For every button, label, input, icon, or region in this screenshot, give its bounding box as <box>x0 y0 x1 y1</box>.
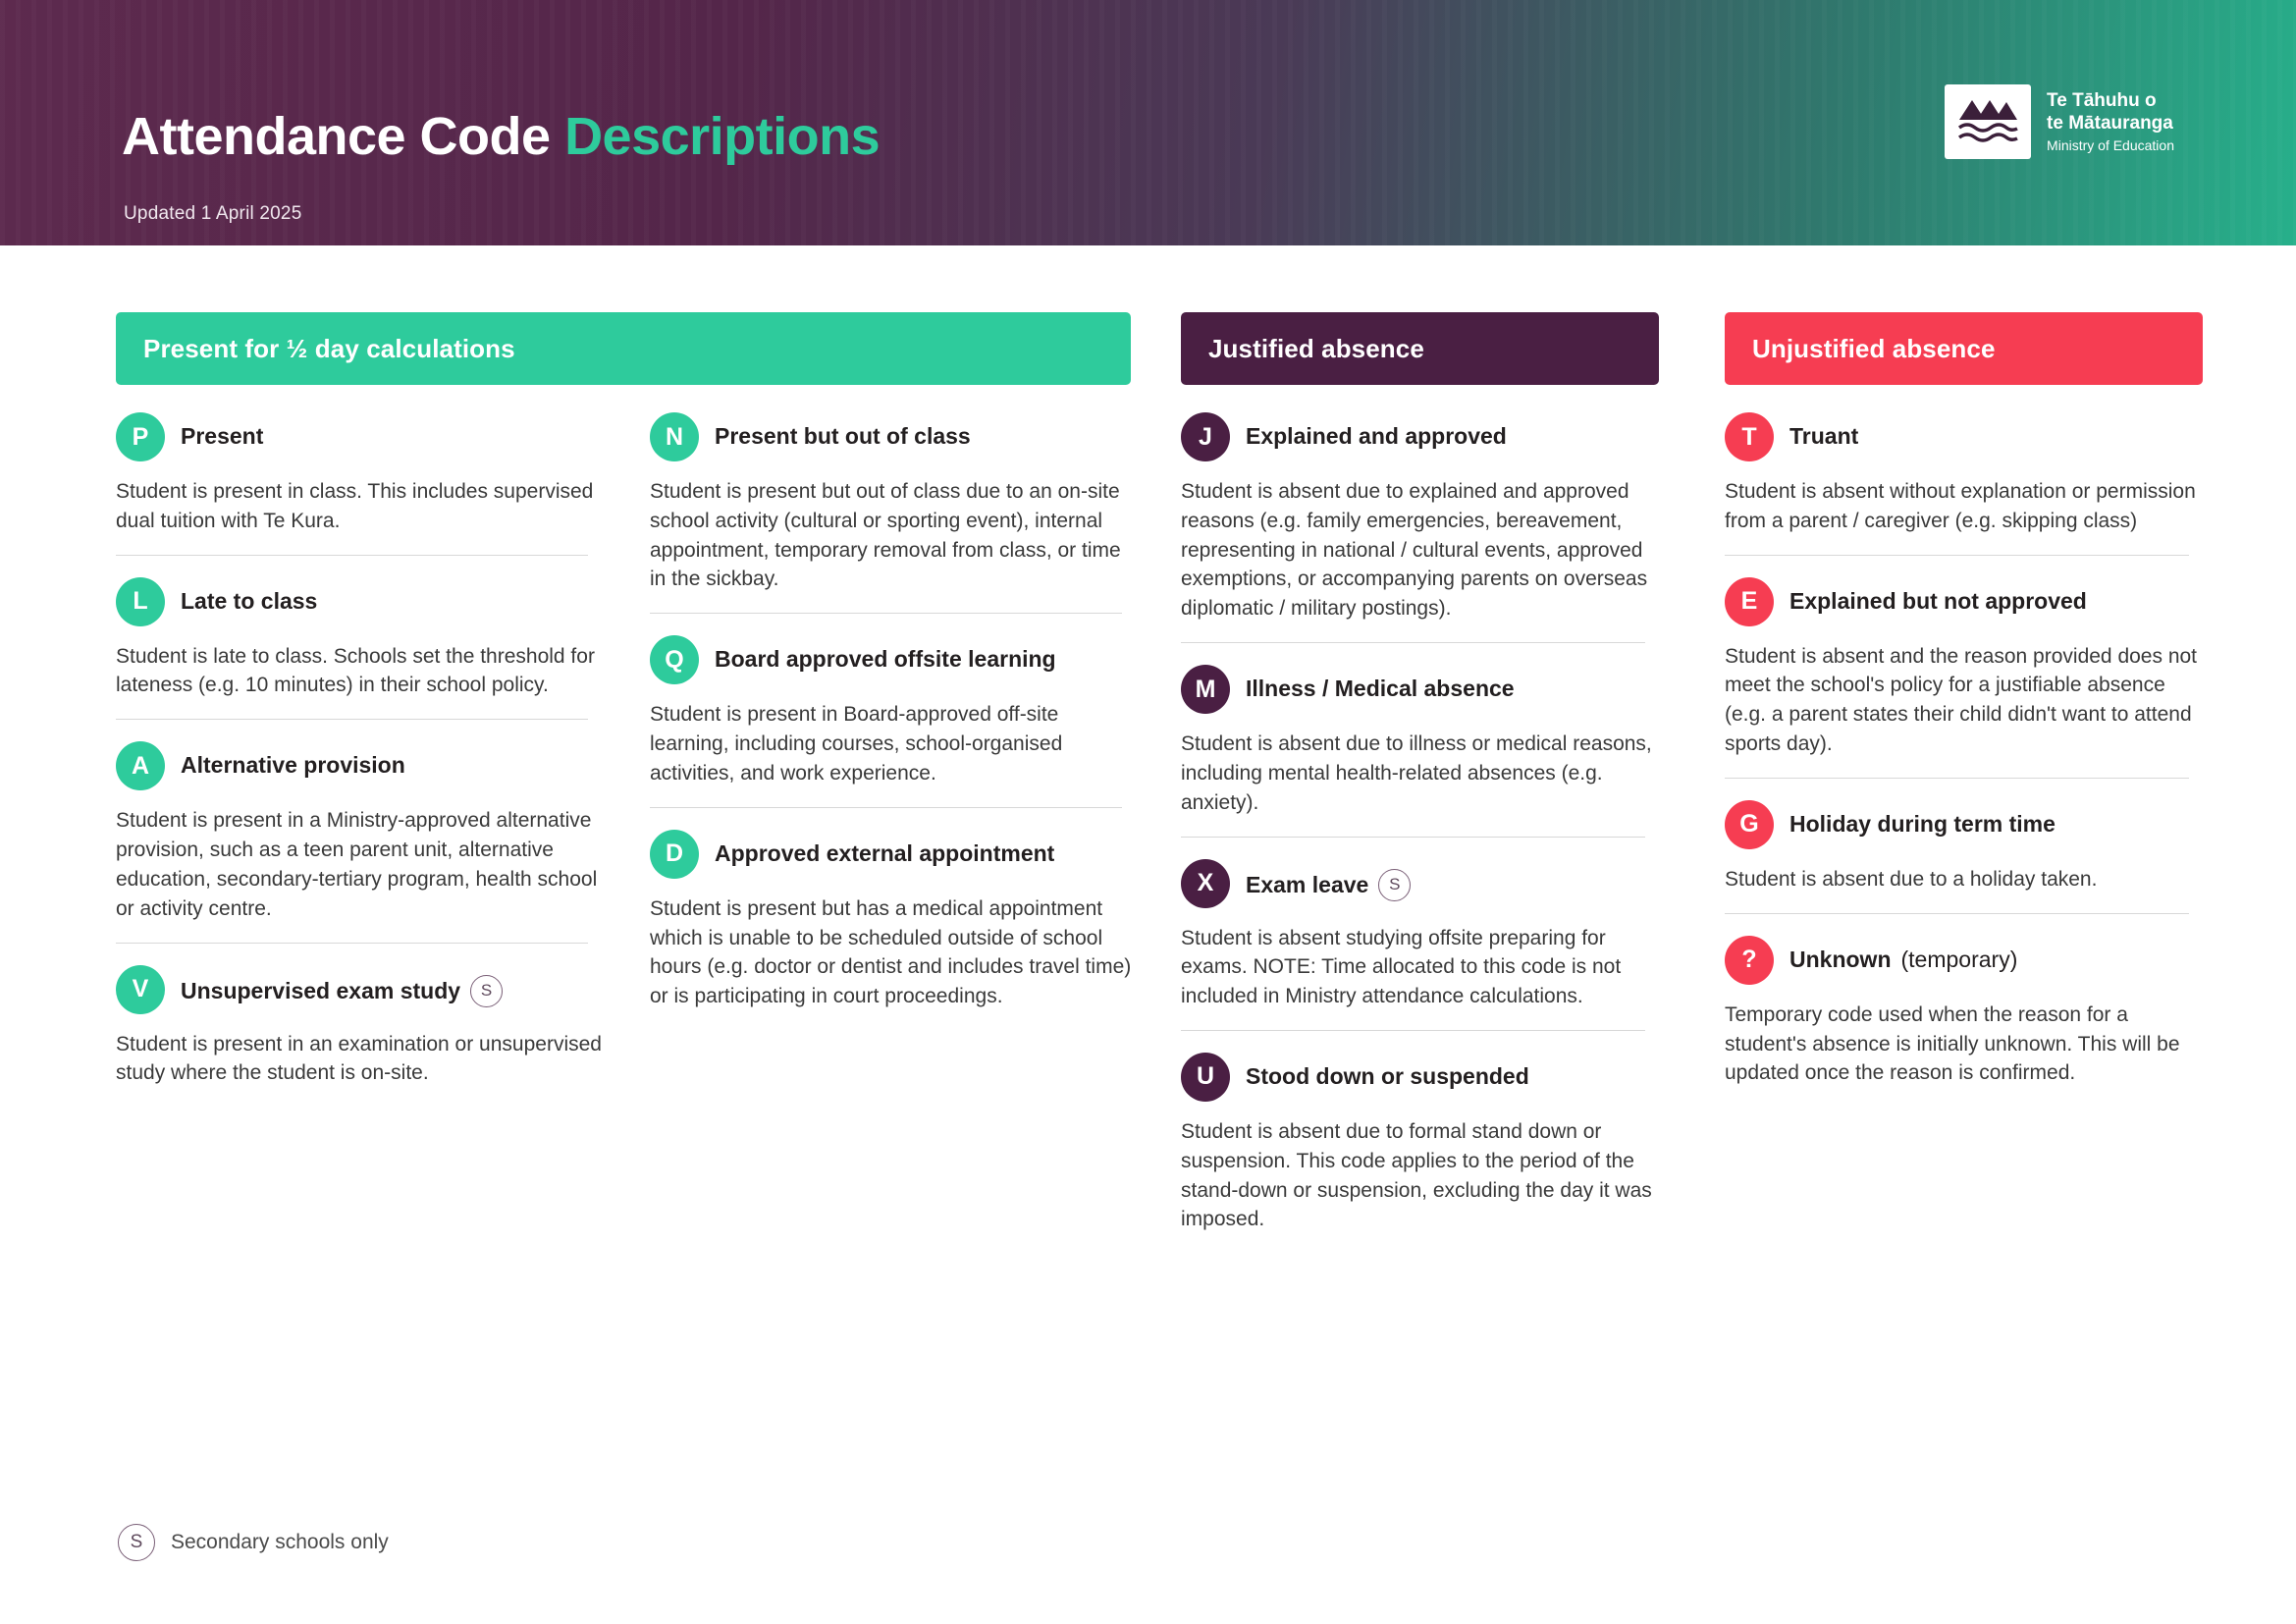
entry-description: Student is absent without explanation or permission from a parent / caregiver (e.g. skipping class) <box>1725 480 2196 532</box>
entry-title-text: Explained but not approved <box>1789 587 2087 614</box>
entry-description: Temporary code used when the reason for a student's absence is initially unknown. This will be updated once the reason is confirmed. <box>1725 1002 2180 1085</box>
secondary-only-icon: S <box>118 1524 155 1561</box>
attendance-code-entry <box>1181 412 1659 643</box>
entry-title <box>181 965 503 1007</box>
column-present-1 <box>116 412 602 1129</box>
entry-description: Student is present in class. This includes supervised dual tuition with Te Kura. <box>116 480 594 532</box>
entry-title <box>1789 800 2056 838</box>
entry-description: Student is present but out of class due to an on-site school activity (cultural or sporting event), internal appointment, temporary removal from class, or time in the sickbay. <box>650 480 1121 591</box>
page-title <box>122 106 880 167</box>
entry-title <box>181 577 317 615</box>
entry-title-text: Alternative provision <box>181 752 405 779</box>
entry-header <box>116 965 602 1014</box>
entry-description: Student is present in a Ministry-approved alternative provision, such as a teen parent unit, alternative education, secondary-tertiary program, health school or activity centre. <box>116 809 598 920</box>
secondary-only-icon: S <box>1378 869 1411 901</box>
entry-header <box>1181 412 1659 461</box>
attendance-code-entry <box>116 741 602 943</box>
code-badge: ? <box>1725 936 1774 985</box>
entry-description: Student is absent and the reason provided does not meet the school's policy for a justifiable absence (e.g. a parent states their child didn't want to attend sports day). <box>1725 644 2198 756</box>
entry-title <box>1246 1053 1529 1090</box>
logo-line-2: te Mātauranga <box>2047 112 2173 134</box>
code-badge: X <box>1181 859 1230 908</box>
entry-title-text: Explained and approved <box>1246 423 1507 449</box>
ministry-logo-icon <box>1945 84 2031 159</box>
entry-title-text: Stood down or suspended <box>1246 1062 1529 1089</box>
attendance-code-entry <box>116 965 602 1109</box>
entry-title <box>715 635 1056 673</box>
legend-secondary-only <box>118 1524 389 1561</box>
attendance-code-entry <box>116 412 602 556</box>
code-badge: P <box>116 412 165 461</box>
entry-header <box>116 741 602 790</box>
entry-description: Student is absent due to illness or medical reasons, including mental health-related absences (e.g. anxiety). <box>1181 732 1652 814</box>
entry-title-text: Illness / Medical absence <box>1246 676 1515 702</box>
entry-title <box>1789 936 2017 973</box>
entry-title <box>1789 577 2087 615</box>
page-header <box>0 0 2296 245</box>
page-title-main: Attendance Code <box>122 107 565 166</box>
column-unjustified <box>1725 412 2203 1129</box>
section-header-justified: Justified absence <box>1181 312 1659 385</box>
entry-title <box>715 412 971 450</box>
entry-title-text: Present <box>181 423 264 449</box>
attendance-code-entry <box>1725 800 2203 914</box>
attendance-code-entry <box>116 577 602 721</box>
attendance-code-entry <box>1181 1053 1659 1254</box>
section-header-present: Present for ½ day calculations <box>116 312 1131 385</box>
code-badge: L <box>116 577 165 626</box>
entry-header <box>650 412 1136 461</box>
secondary-only-icon: S <box>470 975 503 1007</box>
entry-title <box>181 741 405 779</box>
entry-title <box>1246 859 1411 901</box>
attendance-code-entry <box>1181 859 1659 1031</box>
attendance-code-entry <box>1725 936 2203 1108</box>
entry-header <box>1181 665 1659 714</box>
entry-header <box>1725 800 2203 849</box>
ministry-logo-text <box>2047 89 2174 154</box>
code-badge: D <box>650 830 699 879</box>
code-badge: A <box>116 741 165 790</box>
code-badge: T <box>1725 412 1774 461</box>
entry-header <box>1181 1053 1659 1102</box>
code-badge: V <box>116 965 165 1014</box>
entry-header <box>116 577 602 626</box>
entry-description: Student is absent due to a holiday taken. <box>1725 867 2098 891</box>
code-badge: U <box>1181 1053 1230 1102</box>
attendance-code-entry <box>650 830 1136 1031</box>
code-badge: G <box>1725 800 1774 849</box>
entry-header <box>650 830 1136 879</box>
entry-description: Student is present in Board-approved off-site learning, including courses, school-organised activities, and work experience. <box>650 703 1063 785</box>
code-badge: N <box>650 412 699 461</box>
entry-description: Student is absent studying offsite preparing for exams. NOTE: Time allocated to this code is not included in Ministry attendance calculations. <box>1181 926 1622 1008</box>
entry-title-text: Unknown <box>1789 946 1892 972</box>
attendance-code-entry <box>1725 577 2203 779</box>
entry-title-text: Board approved offsite learning <box>715 646 1056 673</box>
code-badge: J <box>1181 412 1230 461</box>
attendance-code-entry <box>650 635 1136 807</box>
entry-header <box>1725 412 2203 461</box>
entry-description: Student is absent due to formal stand down or suspension. This code applies to the period of the stand-down or suspension, excluding the day it was imposed. <box>1181 1119 1652 1231</box>
entry-title-text: Present but out of class <box>715 423 971 449</box>
entry-description: Student is absent due to explained and approved reasons (e.g. family emergencies, bereavement, representing in national / cultural events, approved exemptions, or accompanying parents on overseas diplomatic / military postings). <box>1181 480 1648 621</box>
section-header-unjustified: Unjustified absence <box>1725 312 2203 385</box>
entry-title-text: Exam leave <box>1246 871 1369 897</box>
entry-title-text: Holiday during term time <box>1789 810 2056 837</box>
code-badge: E <box>1725 577 1774 626</box>
entry-description: Student is late to class. Schools set the threshold for lateness (e.g. 10 minutes) in their school policy. <box>116 644 595 697</box>
entry-title <box>715 830 1054 867</box>
logo-line-1: Te Tāhuhu o <box>2047 89 2157 111</box>
attendance-code-entry <box>1725 412 2203 556</box>
attendance-code-entry <box>1181 665 1659 837</box>
page-title-accent: Descriptions <box>564 107 881 166</box>
entry-header <box>1725 936 2203 985</box>
entry-header <box>1725 577 2203 626</box>
ministry-logo <box>1945 84 2174 159</box>
entry-header <box>116 412 602 461</box>
entry-header <box>1181 859 1659 908</box>
entry-title-text: Approved external appointment <box>715 839 1055 866</box>
entry-title-suffix: (temporary) <box>1900 946 2018 972</box>
code-badge: M <box>1181 665 1230 714</box>
entry-title <box>181 412 263 450</box>
entry-description: Student is present in an examination or unsupervised study where the student is on-site. <box>116 1032 602 1085</box>
entry-title-text: Truant <box>1789 423 1859 449</box>
attendance-code-entry <box>650 412 1136 614</box>
updated-date: Updated 1 April 2025 <box>124 203 302 224</box>
logo-line-3: Ministry of Education <box>2047 137 2174 154</box>
column-present-2 <box>650 412 1136 1053</box>
entry-header <box>650 635 1136 684</box>
entry-title-text: Late to class <box>181 587 318 614</box>
legend-label: Secondary schools only <box>171 1531 389 1553</box>
entry-title-text: Unsupervised exam study <box>181 977 461 1003</box>
entry-description: Student is present but has a medical appointment which is unable to be scheduled outside of school hours (e.g. doctor or dentist and includes travel time) or is participating in court proceedings. <box>650 896 1132 1008</box>
entry-title <box>1246 665 1515 702</box>
entry-title <box>1246 412 1507 450</box>
code-badge: Q <box>650 635 699 684</box>
column-justified <box>1181 412 1659 1275</box>
entry-title <box>1789 412 1858 450</box>
